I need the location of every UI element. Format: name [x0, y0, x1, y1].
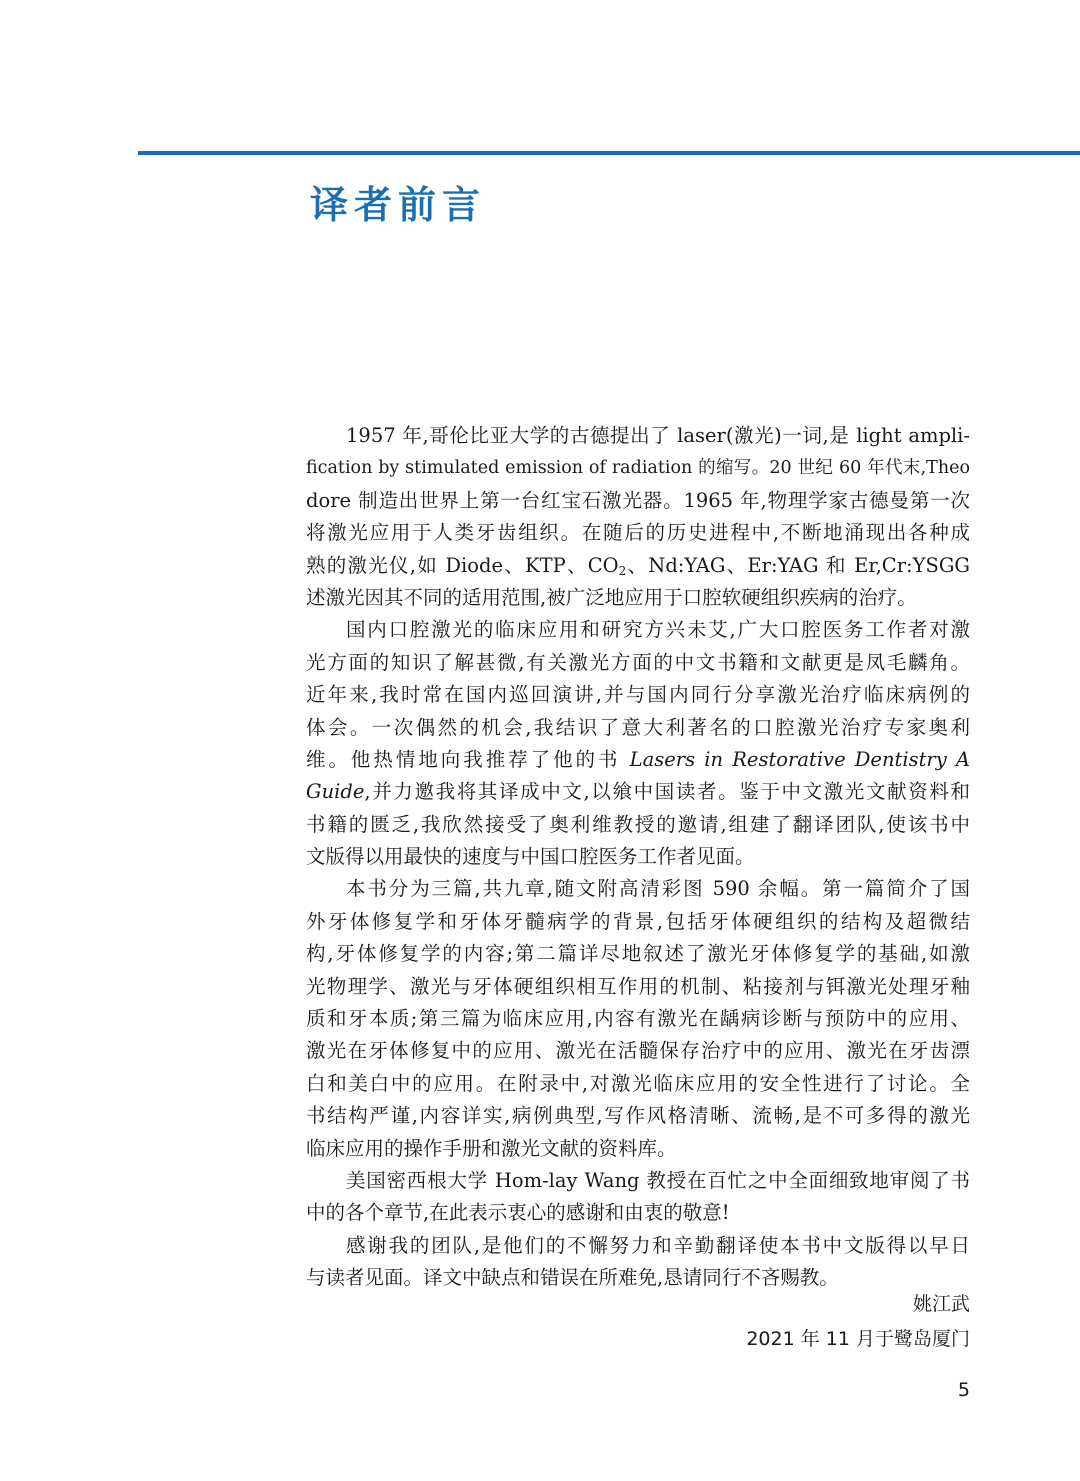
text-segment: 白和美白中的应用。在附录中,对激光临床应用的安全性进行了讨论。全 [306, 1071, 970, 1095]
book-title-italic: Lasers in Restorative Dentistry A [629, 747, 970, 771]
text-segment: 述激光因其不同的适用范围,被广泛地应用于口腔软硬组织疾病的治疗。 [306, 585, 917, 609]
text-line [306, 452, 970, 484]
text-line [306, 938, 970, 970]
text-segment: 文版得以用最快的速度与中国口腔医务工作者见面。 [306, 845, 755, 869]
text-line [306, 809, 970, 841]
text-line [306, 1035, 970, 1067]
text-segment: ,并力邀我将其译成中文,以飨中国读者。鉴于中文激光文献资料和 [364, 780, 970, 804]
book-title-italic: Guide [306, 780, 365, 804]
translator-name: 姚江武 [912, 1293, 970, 1315]
text-line [306, 1197, 970, 1229]
preface-body [306, 420, 970, 1295]
text-line [306, 971, 970, 1003]
subscript: 2 [618, 563, 627, 578]
text-segment-group [306, 550, 970, 582]
text-line [306, 647, 970, 679]
signature-date-place: 2021 年 11 月于鹭岛厦门 [746, 1328, 970, 1350]
text-segment: 书籍的匮乏,我欣然接受了奥利维教授的邀请,组建了翻译团队,使该书中 [306, 812, 970, 836]
text-line [306, 679, 970, 711]
text-segment: 与读者见面。译文中缺点和错误在所难免,恳请同行不吝赐教。 [306, 1266, 839, 1290]
header-rule [138, 151, 1080, 155]
paragraph [306, 1230, 970, 1295]
page-title: 译者前言 [310, 183, 487, 227]
text-line [306, 1262, 970, 1294]
text-segment: 维。他热情地向我推荐了他的书 [306, 747, 630, 771]
text-line [306, 776, 970, 808]
text-line [306, 744, 970, 776]
text-segment: 本书分为三篇,共九章,随文附高清彩图 590 余幅。第一篇简介了国 [346, 877, 970, 901]
text-segment: 外牙体修复学和牙体牙髓病学的背景,包括牙体硬组织的结构及超微结 [306, 909, 970, 933]
text-segment: 构,牙体修复学的内容;第二篇详尽地叙述了激光牙体修复学的基础,如激 [306, 942, 970, 966]
text-segment: fication by stimulated emission of radiation 的缩写。20 世纪 60 年代末,Theo [306, 458, 970, 479]
text-line [306, 841, 970, 873]
text-segment: 、Nd:YAG、Er:YAG 和 Er,Cr:YSGG [626, 553, 970, 577]
text-segment: 国内口腔激光的临床应用和研究方兴未艾,广大口腔医务工作者对激 [346, 618, 970, 642]
text-segment: 中的各个章节,在此表示衷心的感谢和由衷的敬意! [306, 1201, 730, 1225]
text-segment: 熟的激光仪,如 Diode、KTP、CO [306, 553, 619, 577]
text-line [306, 1100, 970, 1132]
text-line [306, 1133, 970, 1165]
text-segment: 质和牙本质;第三篇为临床应用,内容有激光在龋病诊断与预防中的应用、 [306, 1007, 970, 1031]
text-segment: 光方面的知识了解甚微,有关激光方面的中文书籍和文献更是凤毛麟角。 [306, 650, 970, 674]
text-segment: 将激光应用于人类牙齿组织。在随后的历史进程中,不断地涌现出各种成 [306, 521, 970, 545]
text-segment: 激光在牙体修复中的应用、激光在活髓保存治疗中的应用、激光在牙齿漂 [306, 1039, 970, 1063]
paragraph [306, 614, 970, 873]
text-segment: 美国密西根大学 Hom-lay Wang 教授在百忙之中全面细致地审阅了书 [346, 1168, 970, 1192]
text-segment: 1957 年,哥伦比亚大学的古德提出了 laser(激光)一词,是 light ampli- [346, 424, 970, 447]
text-line [306, 873, 970, 905]
text-line [306, 1165, 970, 1197]
text-line [306, 614, 970, 646]
text-line [306, 485, 970, 517]
text-segment-group [306, 776, 970, 808]
text-line [306, 550, 970, 582]
text-segment-group [306, 744, 970, 776]
text-line [306, 1230, 970, 1262]
text-line [306, 1003, 970, 1035]
paragraph [306, 420, 970, 614]
text-segment: 近年来,我时常在国内巡回演讲,并与国内同行分享激光治疗临床病例的 [306, 683, 970, 707]
text-segment: 书结构严谨,内容详实,病例典型,写作风格清晰、流畅,是不可多得的激光 [306, 1104, 970, 1128]
paragraph [306, 873, 970, 1165]
text-line [306, 420, 970, 452]
text-segment: 临床应用的操作手册和激光文献的资料库。 [306, 1136, 677, 1160]
text-segment: 光物理学、激光与牙体硬组织相互作用的机制、粘接剂与铒激光处理牙釉 [306, 974, 970, 998]
text-line [306, 712, 970, 744]
text-segment: 感谢我的团队,是他们的不懈努力和辛勤翻译使本书中文版得以早日 [346, 1233, 970, 1257]
text-line [306, 1068, 970, 1100]
text-segment: 体会。一次偶然的机会,我结识了意大利著名的口腔激光治疗专家奥利 [306, 715, 970, 739]
text-line [306, 582, 970, 614]
text-line [306, 906, 970, 938]
text-line [306, 517, 970, 549]
paragraph [306, 1165, 970, 1230]
text-segment: dore 制造出世界上第一台红宝石激光器。1965 年,物理学家古德曼第一次 [306, 488, 970, 512]
page-number: 5 [957, 1379, 970, 1401]
